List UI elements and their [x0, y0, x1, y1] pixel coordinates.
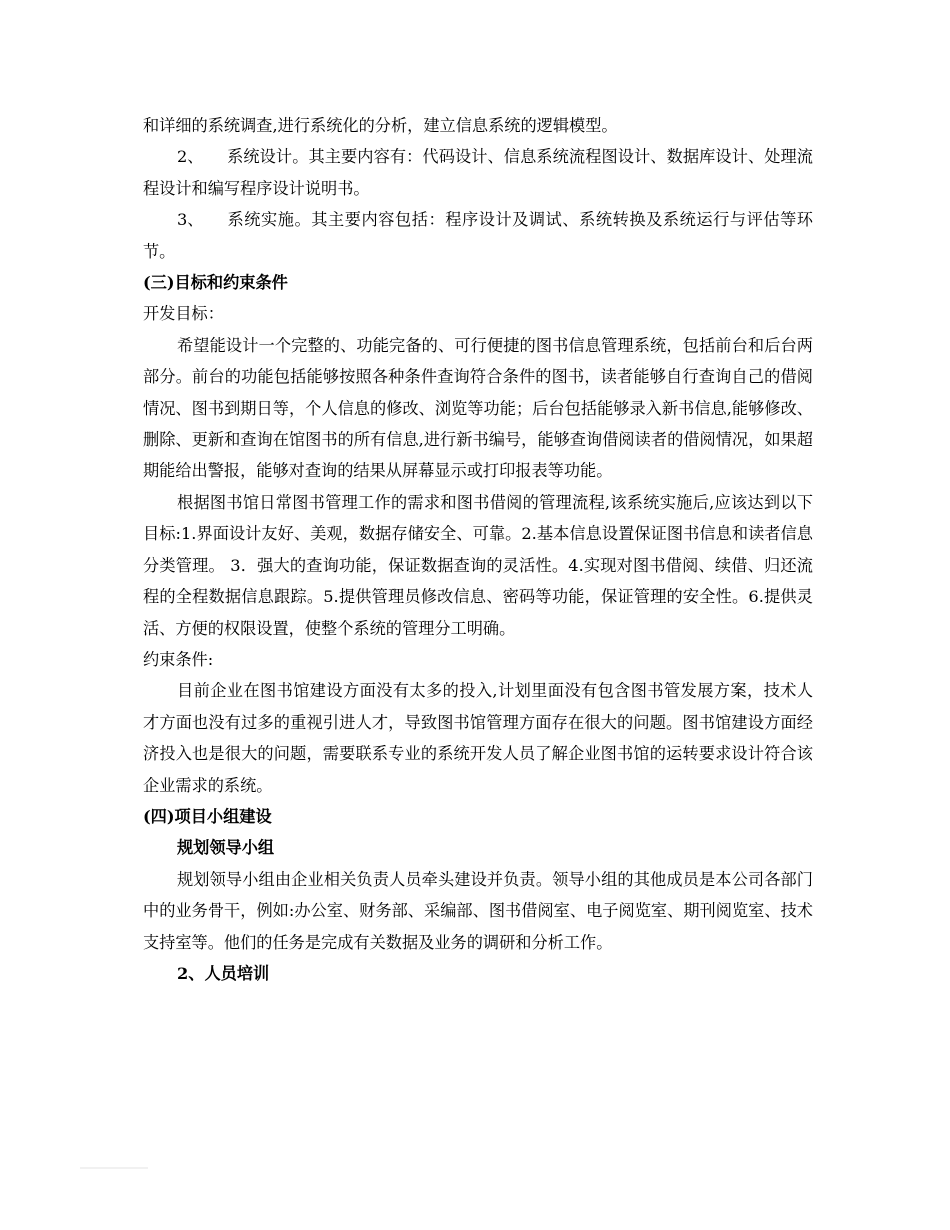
list-item-system-design: [143, 141, 813, 204]
list-number: 2、: [177, 147, 204, 167]
list-item-system-implementation: [143, 204, 813, 267]
paragraph-leadership-group: 规划领导小组由企业相关负责人员牵头建设并负责。领导小组的其他成员是本公司各部门中的业务骨干，例如:办公室、财务部、采编部、图书借阅室、电子阅览室、期刊阅览室、技术支持室等。他们的任务是完成有关数据及业务的调研和分析工作。: [143, 869, 813, 952]
paragraph-goals-list: 根据图书馆日常图书管理工作的需求和图书借阅的管理流程,该系统实施后,应该达到以下目标:1.界面设计友好、美观，数据存储安全、可靠。2.基本信息设置保证图书信息和读者信息分类管理。 3．强大的查询功能，保证数据查询的灵活性。4.实现对图书借阅、续借、归还流程的全程数据信息跟踪。5.提供管理员修改信息、密码等功能，保证管理的安全性。6.提供灵活、方便的权限设置，使整个系统的管理分工明确。: [143, 492, 813, 638]
subheading-planning-leadership-group: 规划领导小组: [177, 838, 275, 858]
paragraph-intro-continuation: 和详细的系统调查,进行系统化的分析，建立信息系统的逻辑模型。: [143, 116, 618, 135]
list-number: 3、: [177, 210, 204, 230]
label-development-goals: 开发目标：: [143, 304, 224, 324]
footer-divider: [80, 1167, 148, 1169]
list-item-text: 系统设计。其主要内容有：代码设计、信息系统流程图设计、数据库设计、处理流程设计和编写程序设计说明书。: [143, 147, 813, 198]
paragraph-constraints: 目前企业在图书馆建设方面没有太多的投入,计划里面没有包含图书管发展方案，技术人才方面也没有过多的重视引进人才，导致图书馆管理方面存在很大的问题。图书馆建设方面经济投入也是很大的问题，需要联系专业的系统开发人员了解企业图书馆的运转要求设计符合该企业需求的系统。: [143, 681, 813, 795]
section-heading-goals-constraints: (三)目标和约束条件: [143, 273, 288, 293]
subheading-staff-training: 2、人员培训: [177, 963, 270, 983]
list-item-text: 系统实施。其主要内容包括：程序设计及调试、系统转换及系统运行与评估等环节。: [143, 210, 813, 261]
label-constraints: 约束条件:: [143, 649, 214, 669]
section-heading-project-team: (四)项目小组建设: [143, 806, 272, 826]
paragraph-goals-description: 希望能设计一个完整的、功能完备的、可行便捷的图书信息管理系统，包括前台和后台两部分。前台的功能包括能够按照各种条件查询符合条件的图书，读者能够自行查询自己的借阅情况、图书到期日等，个人信息的修改、浏览等功能；后台包括能够录入新书信息,能够修改、删除、更新和查询在馆图书的所有信息,进行新书编号，能够查询借阅读者的借阅情况，如果超期能给出警报，能够对查询的结果从屏幕显示或打印报表等功能。: [143, 335, 813, 481]
document-body: [143, 110, 813, 989]
